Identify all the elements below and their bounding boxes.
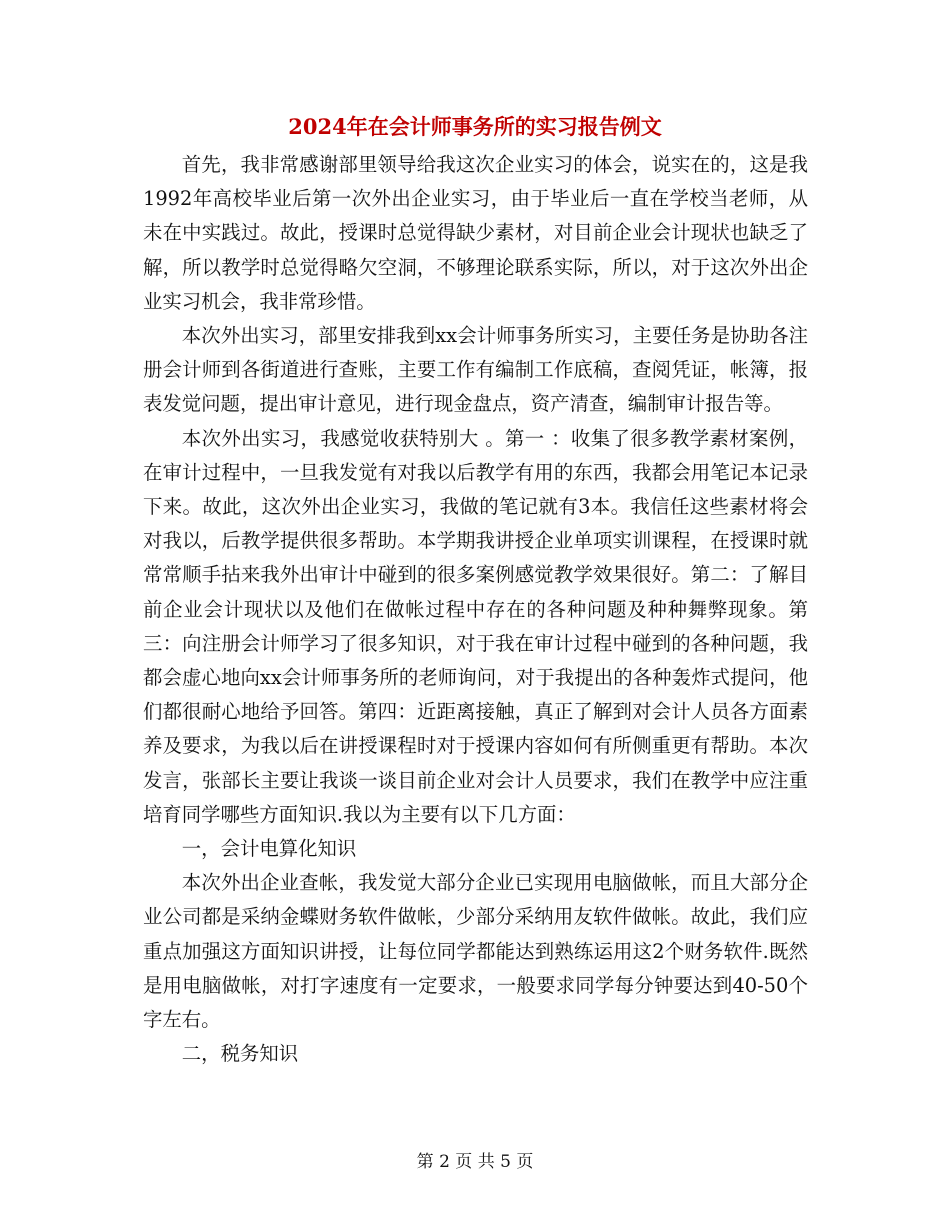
document-title: 2024年在会计师事务所的实习报告例文: [288, 114, 662, 139]
document-body: [143, 148, 808, 1071]
section-heading-tax-knowledge: 二，税务知识: [181, 1042, 299, 1066]
paragraph-gratitude: 首先，我非常感谢部里领导给我这次企业实习的体会，说实在的，这是我1992年高校毕业后第一次外出企业实习，由于毕业后一直在学校当老师，从未在中实践过。故此，授课时总觉得缺少素材，对目前企业会计现状也缺乏了解，所以教学时总觉得略欠空洞，不够理论联系实际，所以，对于这次外出企业实习机会，我非常珍惜。: [143, 153, 808, 313]
page-number-footer: 第 2 页 共 5 页: [416, 1152, 534, 1172]
paragraph-computerized-accounting: 本次外出企业查帐，我发觉大部分企业已实现用电脑做帐，而且大部分企业公司都是采纳金蝶财务软件做帐，少部分采纳用友软件做帐。故此，我们应重点加强这方面知识讲授，让每位同学都能达到熟练运用这2个财务软件.既然是用电脑做帐，对打字速度有一定要求，一般要求同学每分钟要达到40-50个字左右。: [143, 871, 808, 1032]
paragraph-gains: 本次外出实习，我感觉收获特别大 。第一 ：收集了很多教学素材案例，在审计过程中，一旦我发觉有对我以后教学有用的东西，我都会用笔记本记录下来。故此，这次外出企业实习，我做的笔记就有3本。我信任这些素材将会对我以，后教学提供很多帮助。本学期我讲授企业单项实训课程，在授课时就常常顺手拈来我外出审计中碰到的很多案例感觉教学效果很好。第二：了解目前企业会计现状以及他们在做帐过程中存在的各种问题及种种舞弊现象。第三：向注册会计师学习了很多知识，对于我在审计过程中碰到的各种问题，我都会虚心地向xx会计师事务所的老师询问，对于我提出的各种轰炸式提问，他们都很耐心地给予回答。第四：近距离接触，真正了解到对会计人员各方面素养及要求，为我以后在讲授课程时对于授课内容如何有所侧重更有帮助。本次发言，张部长主要让我谈一谈目前企业对会计人员要求，我们在教学中应注重培育同学哪些方面知识.我以为主要有以下几方面：: [143, 426, 808, 826]
section-heading-computerized-accounting: 一，会计电算化知识: [181, 837, 357, 861]
paragraph-internship-tasks: 本次外出实习，部里安排我到xx会计师事务所实习，主要任务是协助各注册会计师到各街道进行查账，主要工作有编制工作底稿，查阅凭证，帐簿，报表发觉问题，提出审计意见，进行现金盘点，资产清查，编制审计报告等。: [143, 324, 808, 416]
